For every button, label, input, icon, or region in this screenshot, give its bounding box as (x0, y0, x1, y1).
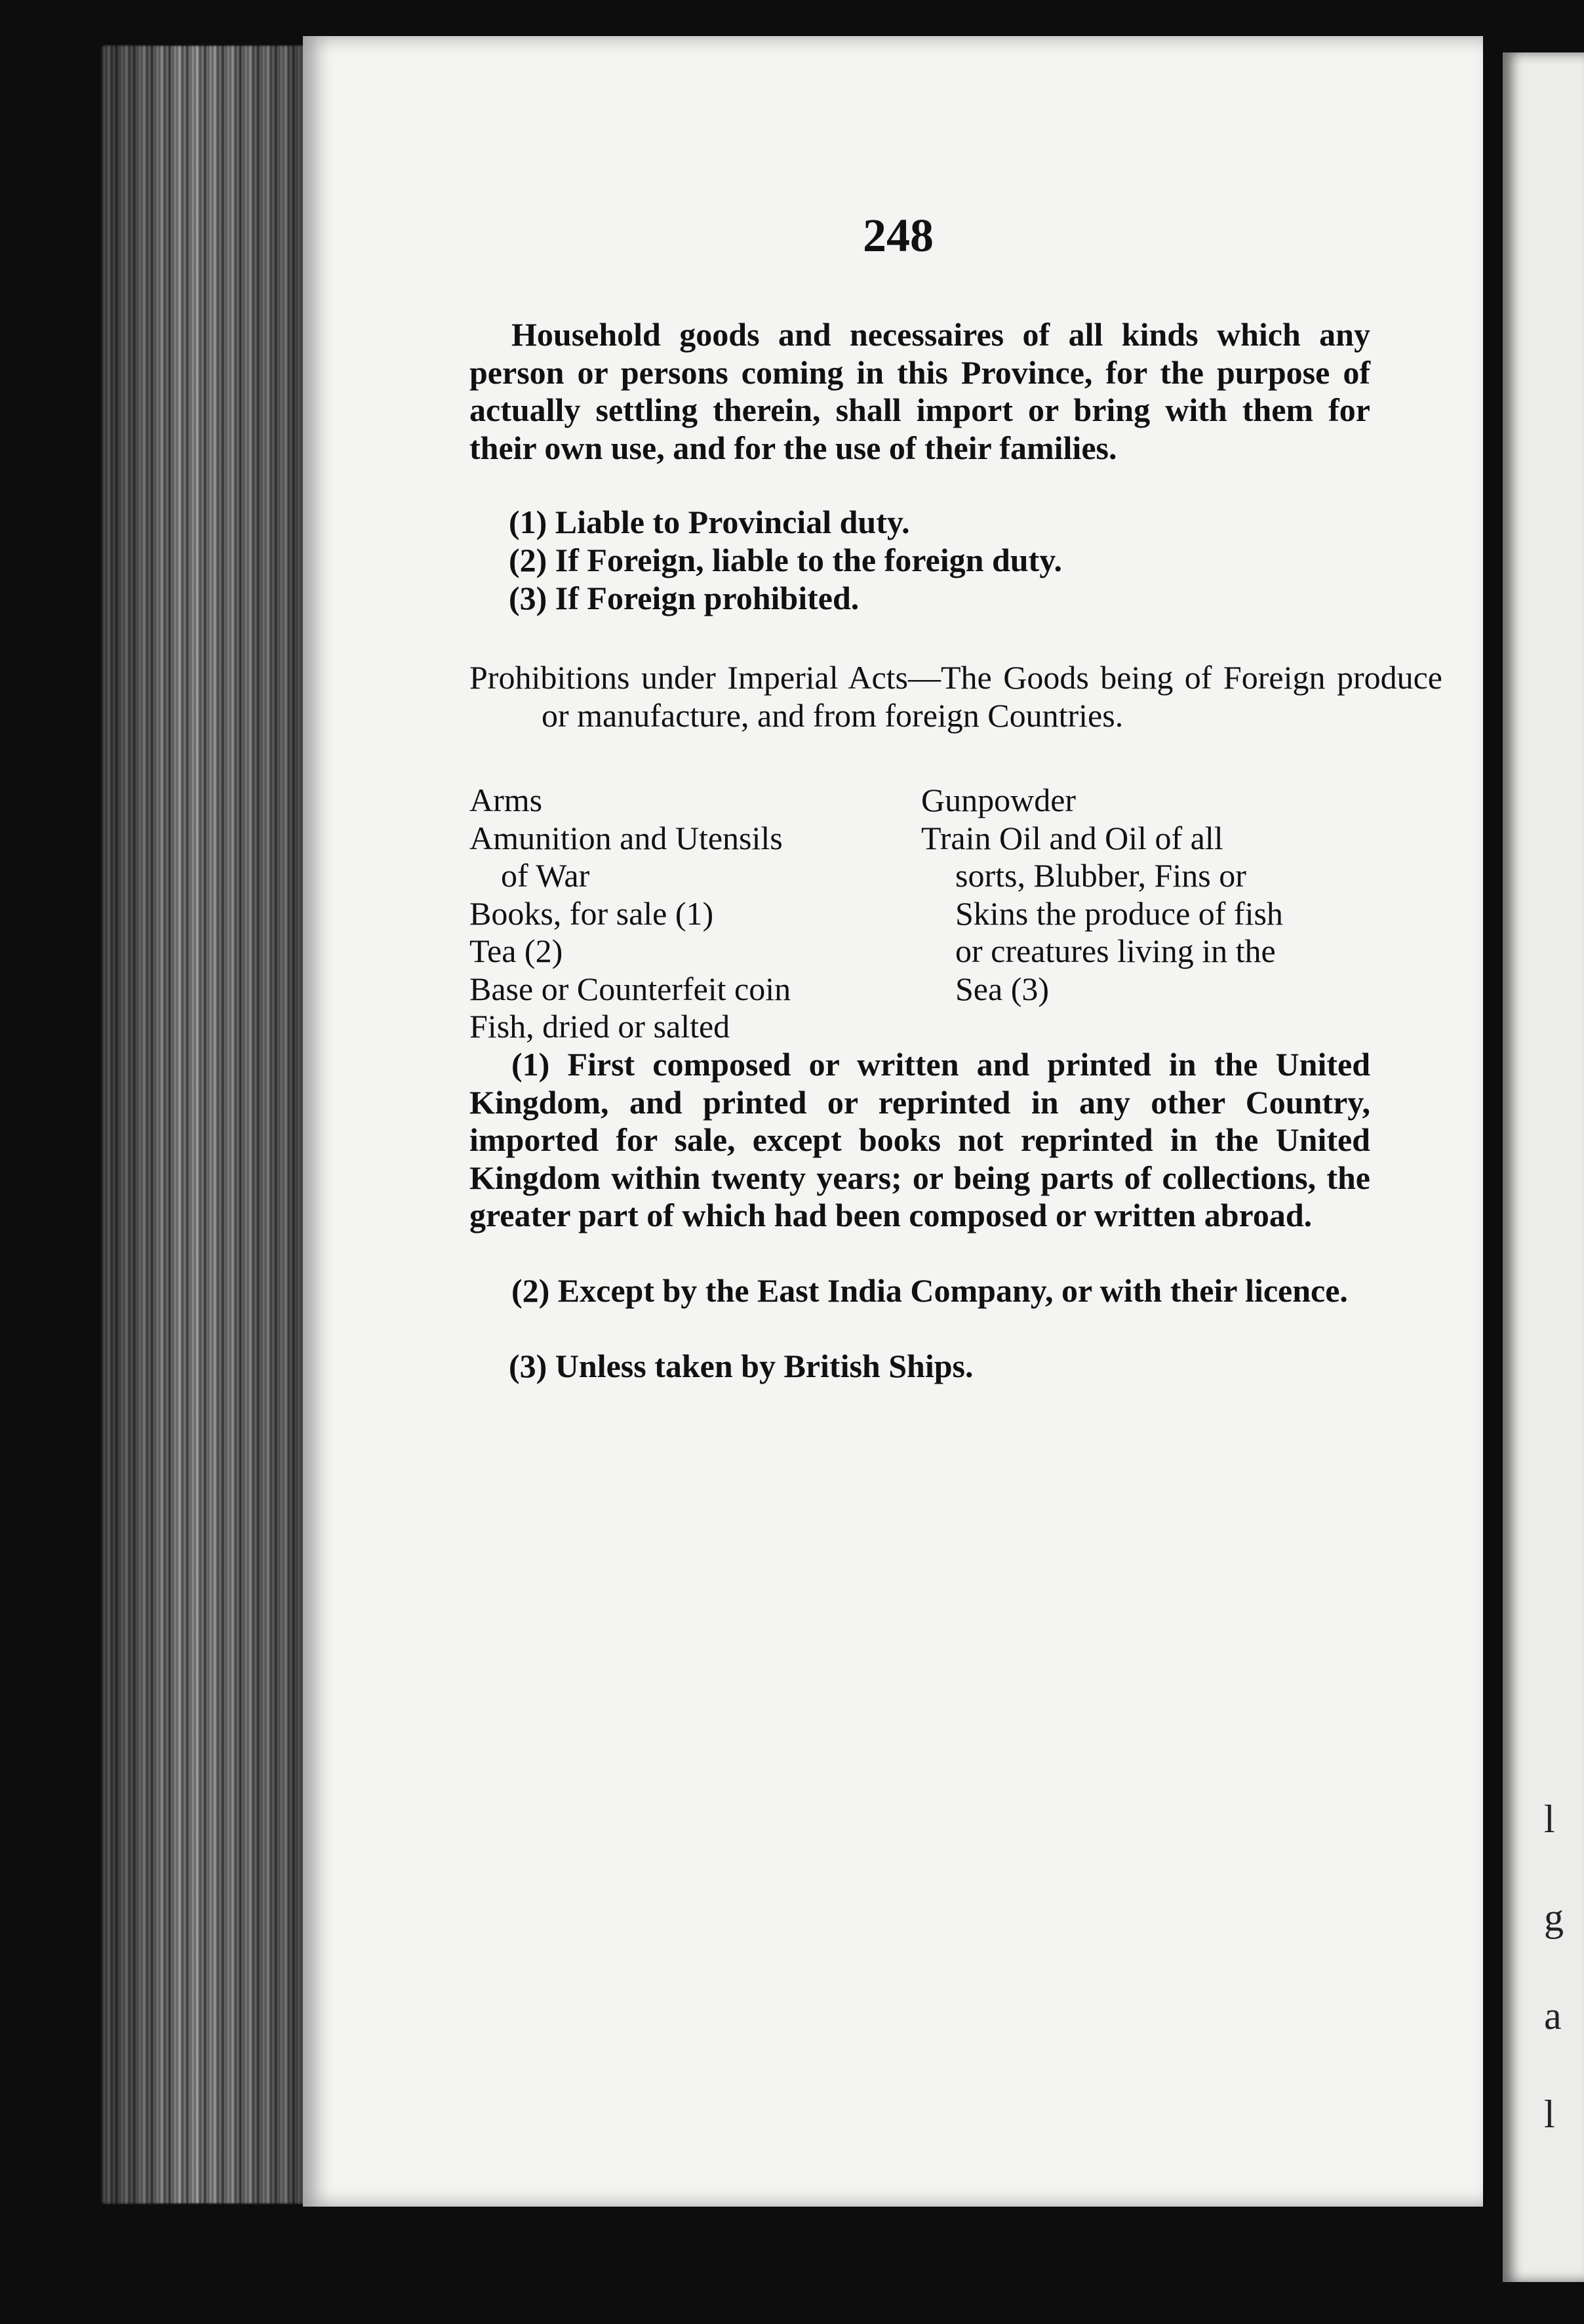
household-note-1: (1) Liable to Provincial duty. (509, 504, 910, 540)
household-paragraph: Household goods and necessaires of all kinds which any person or persons coming in this Province, for the purpose of actually settling therein, shall import or bring with them for their own use, and for the use of their families. (469, 316, 1370, 466)
prohibited-item-continuation: sorts, Blubber, Fins or (955, 857, 1246, 894)
footnote-tea: (2) Except by the East India Company, or with their licence. (511, 1272, 1348, 1309)
adjacent-mark: a (1544, 1994, 1562, 2037)
prohibited-item: Train Oil and Oil of all (921, 819, 1223, 856)
adjacent-page-marks (1544, 1797, 1583, 2190)
book-edge-shadow (102, 46, 321, 2203)
prohibited-item: Amunition and Utensils (469, 819, 783, 856)
prohibited-item-continuation: Skins the produce of fish (955, 894, 1283, 932)
adjacent-mark: l (1544, 2093, 1555, 2136)
footnote-sea: (3) Unless taken by British Ships. (509, 1348, 974, 1384)
prohibited-item: Tea (2) (469, 932, 563, 969)
prohibited-item-continuation: Sea (3) (955, 970, 1049, 1007)
prohibitions-heading: Prohibitions under Imperial Acts—The Goods being of Foreign produce or manufacture, and from foreign Countries. (469, 659, 1442, 734)
adjacent-mark: l (1544, 1797, 1555, 1841)
prohibited-item: Arms (469, 782, 543, 818)
prohibited-item-continuation: of War (501, 857, 590, 894)
adjacent-mark: g (1544, 1896, 1564, 1939)
household-note-3: (3) If Foreign prohibited. (509, 580, 860, 616)
prohibited-goods-left-column (469, 782, 902, 1046)
prohibited-item: Books, for sale (1) (469, 894, 714, 932)
prohibited-item-continuation: or creatures living in the (955, 932, 1276, 969)
prohibited-item: Fish, dried or salted (469, 1008, 730, 1045)
prohibited-item: Base or Counterfeit coin (469, 970, 791, 1007)
prohibited-goods-right-column (921, 782, 1374, 1008)
household-note-2: (2) If Foreign, liable to the foreign duty. (509, 542, 1062, 578)
page-number: 248 (863, 209, 934, 262)
footnote-books: (1) First composed or written and printed in the United Kingdom, and printed or reprinted in any other Country, imported for sale, except books not reprinted in the United Kingdom within twenty years; or being parts of collections, the greater part of which had been composed or written abroad. (469, 1046, 1370, 1233)
prohibited-item: Gunpowder (921, 782, 1077, 818)
